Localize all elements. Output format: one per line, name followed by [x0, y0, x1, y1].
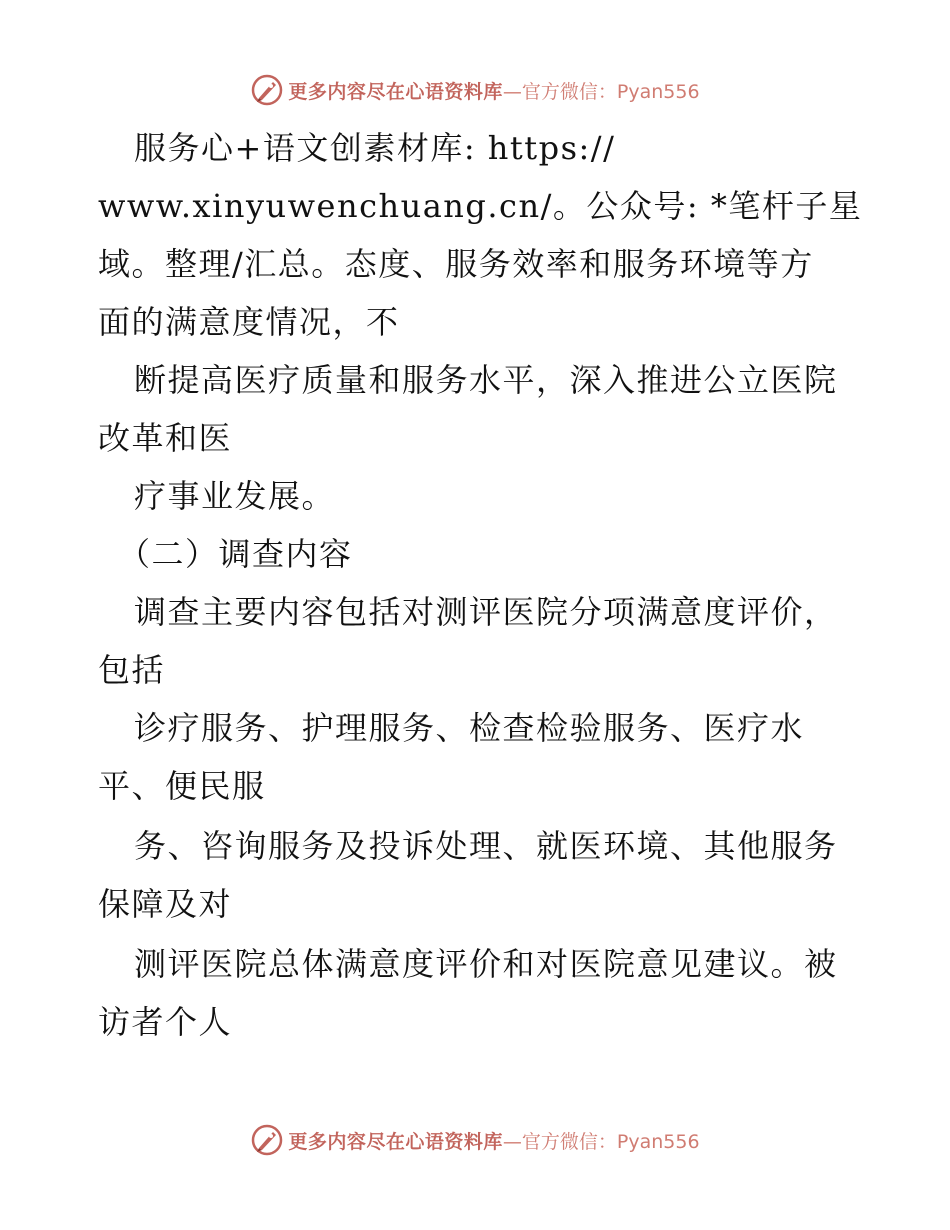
body-line: 服务心+语文创素材库: https:// [134, 129, 616, 167]
body-line: 访者个人 [98, 1003, 233, 1041]
body-line: 保障及对 [98, 885, 233, 923]
body-line: 疗事业发展。 [134, 477, 336, 515]
body-line: 测评医院总体满意度评价和对医院意见建议。被 [134, 945, 838, 983]
body-line: 平、便民服 [98, 767, 266, 805]
section-heading: （二）调查内容 [118, 535, 353, 573]
body-line: 诊疗服务、护理服务、检查检验服务、医疗水 [134, 709, 805, 747]
watermark-title: 更多内容尽在心语资料库 [288, 1130, 503, 1153]
body-line: 务、咨询服务及投诉处理、就医环境、其他服务 [134, 827, 838, 865]
body-line: 调查主要内容包括对测评医院分项满意度评价， [134, 593, 838, 631]
quill-logo-icon [250, 1123, 284, 1157]
header-watermark [0, 70, 950, 110]
watermark-wechat: —官方微信：Pyan556 [502, 80, 700, 103]
body-line: 域。整理/汇总。态度、服务效率和服务环境等方 [98, 245, 814, 283]
body-line: 改革和医 [98, 419, 233, 457]
body-line: 面的满意度情况，不 [98, 303, 400, 341]
body-line: www.xinyuwenchuang.cn/。公众号: *笔杆子星 [98, 187, 863, 225]
watermark-wechat: —官方微信：Pyan556 [502, 1130, 700, 1153]
body-line: 包括 [98, 651, 166, 689]
quill-logo-icon [250, 73, 284, 107]
footer-watermark [0, 1120, 950, 1160]
body-line: 断提高医疗质量和服务水平，深入推进公立医院 [134, 361, 838, 399]
watermark-title: 更多内容尽在心语资料库 [288, 80, 503, 103]
